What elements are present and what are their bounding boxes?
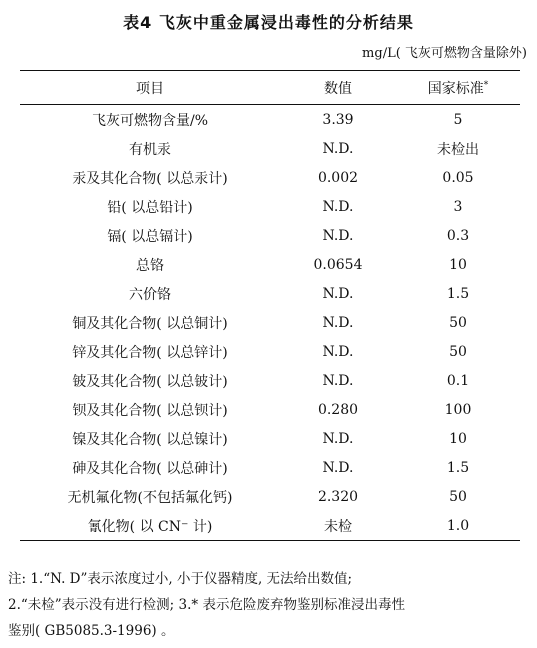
- cell-value: N.D.: [322, 227, 354, 244]
- table-row: [20, 337, 520, 366]
- cell-item: 铍及其化合物( 以总铍计): [72, 373, 228, 390]
- cell-standard: 10: [449, 256, 467, 273]
- cell-value: 0.002: [317, 169, 359, 186]
- cell-value: N.D.: [322, 343, 354, 360]
- footnote-line-1: 注: 1.“N. D”表示浓度过小, 小于仪器精度, 无法给出数值;: [8, 571, 353, 587]
- cell-item: 镉( 以总镉计): [107, 228, 193, 245]
- cell-standard: 1.5: [446, 459, 470, 476]
- unit-note: mg/L( 飞灰可燃物含量除外): [362, 46, 527, 61]
- header-standard-mark: *: [483, 79, 489, 90]
- cell-standard: 50: [449, 343, 467, 360]
- table-row: [20, 511, 520, 541]
- cell-item: 六价铬: [129, 286, 171, 303]
- cell-item: 汞及其化合物( 以总汞计): [72, 170, 228, 187]
- cell-value: N.D.: [322, 198, 354, 215]
- header-standard-label: 国家标准: [427, 80, 484, 97]
- table-row: [20, 192, 520, 221]
- cell-value: N.D.: [322, 430, 354, 447]
- table-row: [20, 279, 520, 308]
- cell-value: 0.280: [317, 401, 359, 418]
- cell-standard: 3: [453, 198, 463, 215]
- header-row: [20, 71, 520, 105]
- cell-item: 钡及其化合物( 以总钡计): [72, 402, 228, 419]
- cell-standard: 0.3: [446, 227, 470, 244]
- footnote: [8, 566, 530, 644]
- cell-value: N.D.: [322, 372, 354, 389]
- cell-item: 飞灰可燃物含量/%: [91, 112, 209, 129]
- cell-item: 氰化物( 以 CN⁻ 计): [20, 511, 280, 541]
- table-row: [20, 308, 520, 337]
- cell-item: 无机氟化物(不包括氟化钙): [67, 489, 233, 506]
- cell-value: N.D.: [322, 285, 354, 302]
- cell-standard: 50: [449, 488, 467, 505]
- cell-standard: 0.1: [446, 372, 470, 389]
- cell-value: 0.0654: [313, 256, 363, 273]
- header-value: 数值: [280, 71, 396, 105]
- cell-item: 砷及其化合物( 以总砷计): [72, 460, 228, 477]
- cell-item: 铜及其化合物( 以总铜计): [72, 315, 228, 332]
- cell-item: 有机汞: [129, 141, 171, 158]
- footnote-line-3: 鉴别( GB5085.3-1996) 。: [8, 623, 175, 639]
- cell-value: N.D.: [322, 314, 354, 331]
- cell-standard: 50: [449, 314, 467, 331]
- cell-value: 3.39: [322, 111, 354, 128]
- cell-standard: 5: [453, 111, 463, 128]
- table-body: [20, 105, 520, 541]
- table-row: [20, 221, 520, 250]
- results-table: [20, 70, 520, 541]
- table-row: [20, 105, 520, 135]
- cell-value: N.D.: [322, 140, 354, 157]
- cell-standard: 1.0: [396, 511, 520, 541]
- cell-item: 锌及其化合物( 以总锌计): [72, 344, 228, 361]
- cell-value: N.D.: [322, 459, 354, 476]
- table-row: [20, 250, 520, 279]
- header-standard: [396, 71, 520, 105]
- header-item: 项目: [20, 71, 280, 105]
- table-row: [20, 482, 520, 511]
- table-row: [20, 395, 520, 424]
- cell-item: 铅( 以总铅计): [107, 199, 193, 216]
- footnote-line-2: 2.“未检”表示没有进行检测; 3.* 表示危险废弃物鉴别标准浸出毒性: [8, 597, 405, 613]
- table-row: [20, 424, 520, 453]
- table-row: [20, 134, 520, 163]
- cell-standard: 10: [449, 430, 467, 447]
- table-row: [20, 366, 520, 395]
- cell-standard: 0.05: [442, 169, 474, 186]
- cell-value: 未检: [280, 511, 396, 541]
- cell-value: 2.320: [317, 488, 359, 505]
- table-row: [20, 163, 520, 192]
- cell-item: 总铬: [136, 257, 164, 274]
- cell-standard: 未检出: [437, 141, 479, 158]
- table-title: 表4 飞灰中重金属浸出毒性的分析结果: [123, 13, 414, 32]
- cell-item: 镍及其化合物( 以总镍计): [72, 431, 228, 448]
- table-row: [20, 453, 520, 482]
- cell-standard: 1.5: [446, 285, 470, 302]
- cell-standard: 100: [444, 401, 472, 418]
